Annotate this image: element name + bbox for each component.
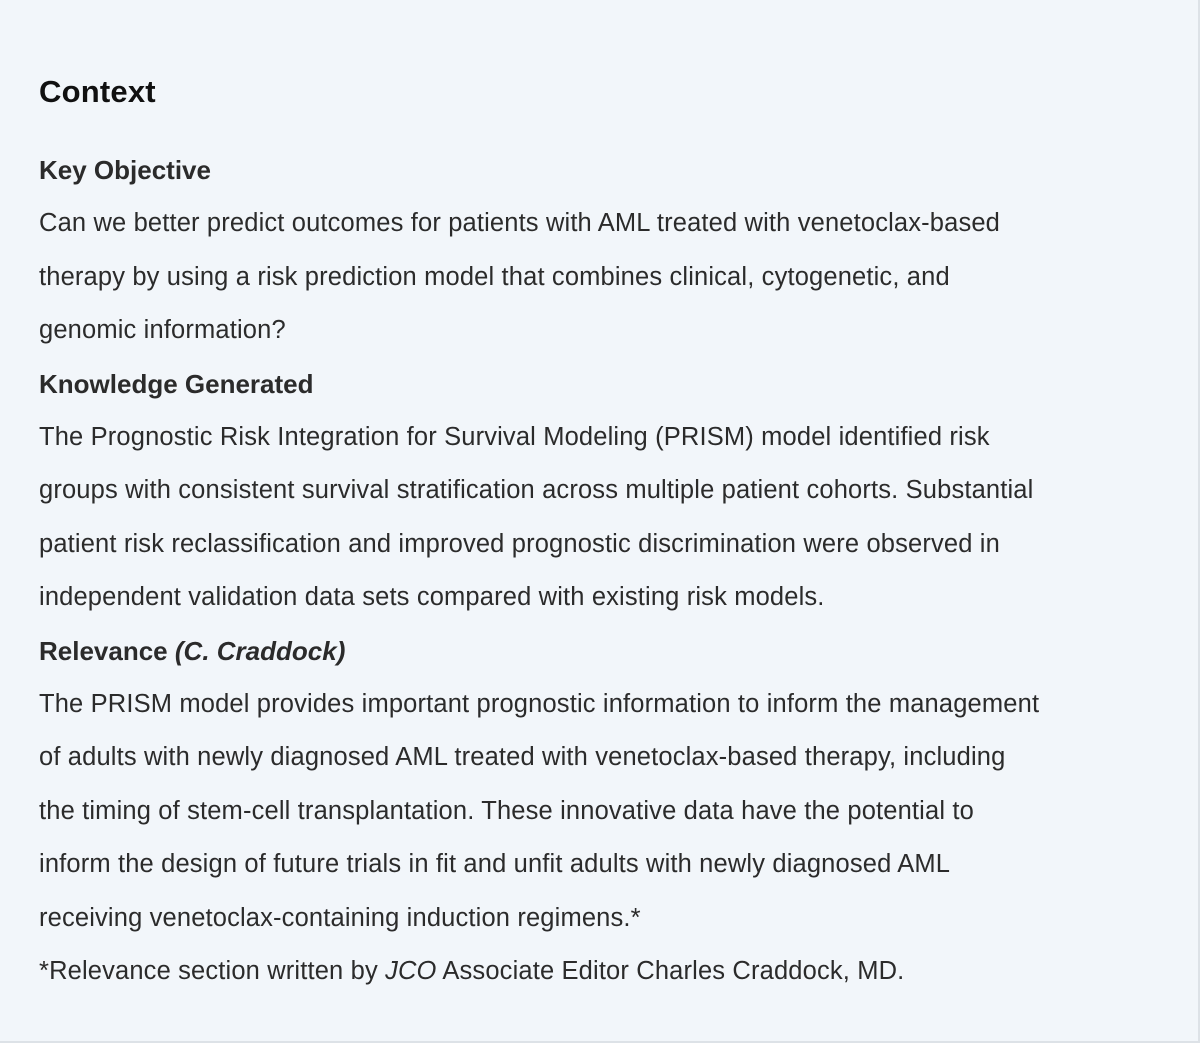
key-objective-heading: Key Objective bbox=[39, 155, 211, 185]
key-objective-text bbox=[39, 197, 1179, 357]
footnote bbox=[39, 945, 1179, 998]
relevance-line: receiving venetoclax-containing induction regimens.* bbox=[39, 903, 641, 932]
relevance-line: the timing of stem-cell transplantation. These innovative data have the potential to bbox=[39, 796, 974, 825]
knowledge-generated-line: independent validation data sets compared with existing risk models. bbox=[39, 583, 825, 612]
relevance-line: of adults with newly diagnosed AML treated with venetoclax-based therapy, including bbox=[39, 743, 1006, 772]
knowledge-generated-heading: Knowledge Generated bbox=[39, 368, 314, 399]
context-title: Context bbox=[39, 74, 156, 109]
relevance-heading-label: Relevance bbox=[39, 635, 168, 666]
knowledge-generated-line: groups with consistent survival stratification across multiple patient cohorts. Substantial bbox=[39, 476, 1034, 505]
knowledge-generated-line: patient risk reclassification and improved prognostic discrimination were observed in bbox=[39, 529, 1000, 558]
knowledge-generated-line: The Prognostic Risk Integration for Survival Modeling (PRISM) model identified risk bbox=[39, 423, 990, 452]
footnote-suffix: Associate Editor Charles Craddock, MD. bbox=[436, 957, 905, 986]
relevance-line: The PRISM model provides important prognostic information to inform the management bbox=[39, 690, 1040, 719]
relevance-line: inform the design of future trials in fit and unfit adults with newly diagnosed AML bbox=[39, 850, 951, 879]
key-objective-line: Can we better predict outcomes for patients with AML treated with venetoclax-based bbox=[39, 209, 1001, 238]
relevance-text bbox=[39, 678, 1179, 945]
knowledge-generated-text bbox=[39, 411, 1179, 625]
relevance-heading-author: (C. Craddock) bbox=[174, 635, 346, 666]
key-objective-line: therapy by using a risk prediction model that combines clinical, cytogenetic, and bbox=[39, 262, 950, 291]
footnote-journal: JCO bbox=[385, 957, 437, 986]
context-content bbox=[39, 66, 1179, 999]
key-objective-line: genomic information? bbox=[39, 316, 286, 345]
footnote-prefix: *Relevance section written by bbox=[39, 957, 386, 986]
relevance-heading bbox=[39, 625, 1179, 678]
